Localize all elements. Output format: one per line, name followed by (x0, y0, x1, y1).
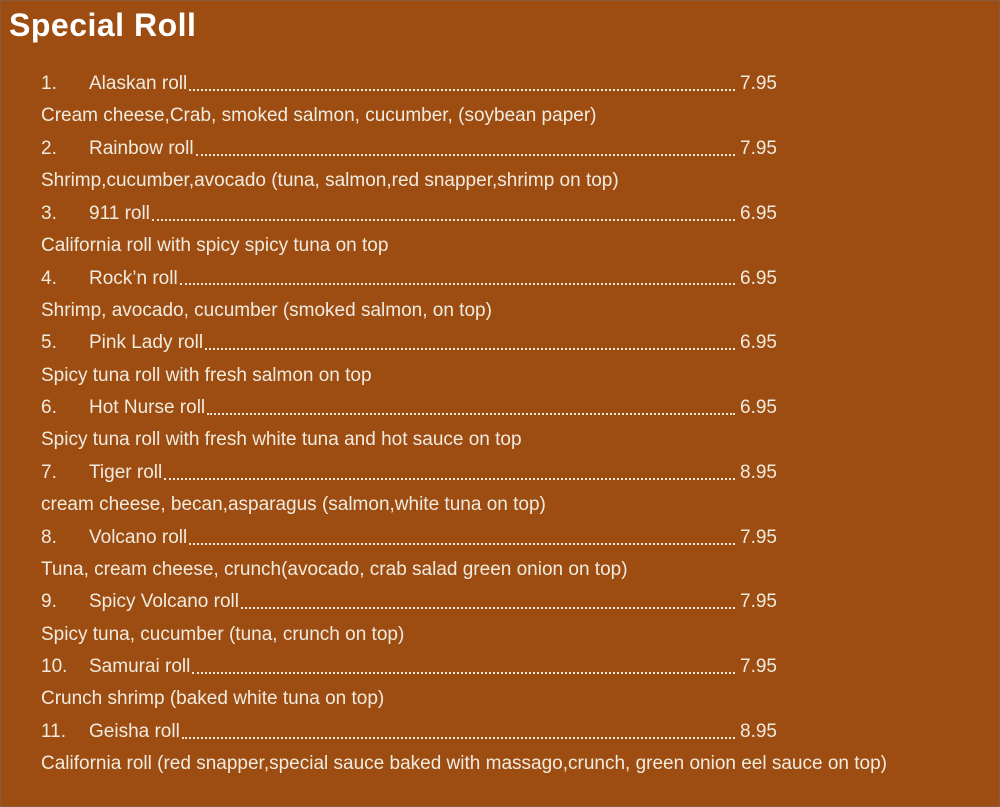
item-number: 5. (41, 332, 57, 354)
item-description: Spicy tuna roll with fresh salmon on top (41, 364, 372, 386)
item-number: 4. (41, 267, 57, 289)
item-name: Hot Nurse roll (89, 397, 206, 419)
item-description: Shrimp, avocado, cucumber (smoked salmon, on top) (41, 299, 492, 321)
item-price: 7.95 (740, 591, 777, 613)
menu-item-line (41, 521, 777, 553)
menu-item (41, 327, 999, 392)
dotted-leader (196, 142, 735, 156)
item-name: Volcano roll (89, 526, 188, 548)
item-name: Geisha roll (89, 721, 180, 742)
item-description: Spicy tuna, cucumber (tuna, crunch on top) (41, 623, 405, 645)
dotted-leader (241, 596, 735, 610)
item-number: 2. (41, 137, 57, 159)
menu-item (41, 198, 999, 263)
item-description: California roll with spicy spicy tuna on top (41, 234, 389, 256)
menu-item (41, 262, 999, 327)
item-price: 6.95 (740, 267, 777, 289)
item-price: 6.95 (740, 397, 777, 419)
page-title: Special Roll (9, 7, 197, 43)
dotted-leader (182, 725, 735, 739)
item-description: Shrimp,cucumber,avocado (tuna, salmon,red snapper,shrimp on top) (41, 170, 619, 192)
menu-item-line (41, 133, 777, 165)
menu-item (41, 651, 999, 716)
item-price: 6.95 (740, 202, 777, 224)
item-price: 7.95 (740, 137, 777, 159)
item-number: 6. (41, 397, 57, 419)
dotted-leader (205, 336, 735, 350)
item-number: 3. (41, 202, 57, 224)
menu-item-line (41, 262, 777, 294)
item-number: 8. (41, 526, 57, 548)
menu-item (41, 716, 999, 781)
item-description: Crunch shrimp (baked white tuna on top) (41, 688, 385, 710)
dotted-leader (164, 466, 735, 480)
menu-item-line (41, 651, 777, 683)
item-name: Tiger roll (89, 461, 163, 483)
menu-item-line (41, 198, 777, 230)
item-description: Spicy tuna roll with fresh white tuna and hot sauce on top (41, 429, 522, 451)
item-name: Rainbow roll (89, 137, 194, 159)
dotted-leader (189, 77, 735, 91)
item-number: 9. (41, 591, 57, 613)
item-description: California roll (red snapper,special sauce baked with massago,crunch, green onion eel sauce on top) (41, 753, 887, 775)
item-price: 8.95 (740, 461, 777, 483)
menu-item (41, 586, 999, 651)
menu-item (41, 521, 999, 586)
dotted-leader (192, 660, 735, 674)
item-name: Samurai roll (89, 656, 191, 678)
menu-item (41, 392, 999, 457)
menu-item-line (41, 68, 777, 100)
menu-item (41, 133, 999, 198)
item-number: 1. (41, 73, 57, 95)
item-price: 7.95 (740, 73, 777, 95)
item-name: Spicy Volcano roll (89, 591, 239, 613)
item-number: 7. (41, 461, 57, 483)
dotted-leader (189, 531, 735, 545)
item-number: 10. (41, 656, 68, 678)
item-number: 11. (41, 721, 67, 742)
menu-item-line (41, 392, 777, 424)
menu-item (41, 457, 999, 522)
dotted-leader (207, 401, 735, 415)
item-description: cream cheese, becan,asparagus (salmon,white tuna on top) (41, 494, 546, 516)
dotted-leader (180, 272, 735, 286)
menu-item-line (41, 327, 777, 359)
menu-item-line (41, 457, 777, 489)
menu-item (41, 68, 999, 133)
item-price: 7.95 (740, 526, 777, 548)
item-price: 7.95 (740, 656, 777, 678)
item-name: Pink Lady roll (89, 332, 204, 354)
item-name: Alaskan roll (89, 73, 188, 95)
menu-list (1, 44, 999, 781)
item-description: Tuna, cream cheese, crunch(avocado, crab salad green onion on top) (41, 558, 628, 580)
item-price: 6.95 (740, 332, 777, 354)
item-description: Cream cheese,Crab, smoked salmon, cucumber, (soybean paper) (41, 105, 597, 127)
item-name: Rock’n roll (89, 267, 178, 289)
menu-item-line (41, 716, 777, 748)
item-price: 8.95 (740, 721, 777, 742)
menu-item-line (41, 586, 777, 618)
dotted-leader (152, 207, 735, 221)
item-name: 911 roll (89, 202, 150, 224)
